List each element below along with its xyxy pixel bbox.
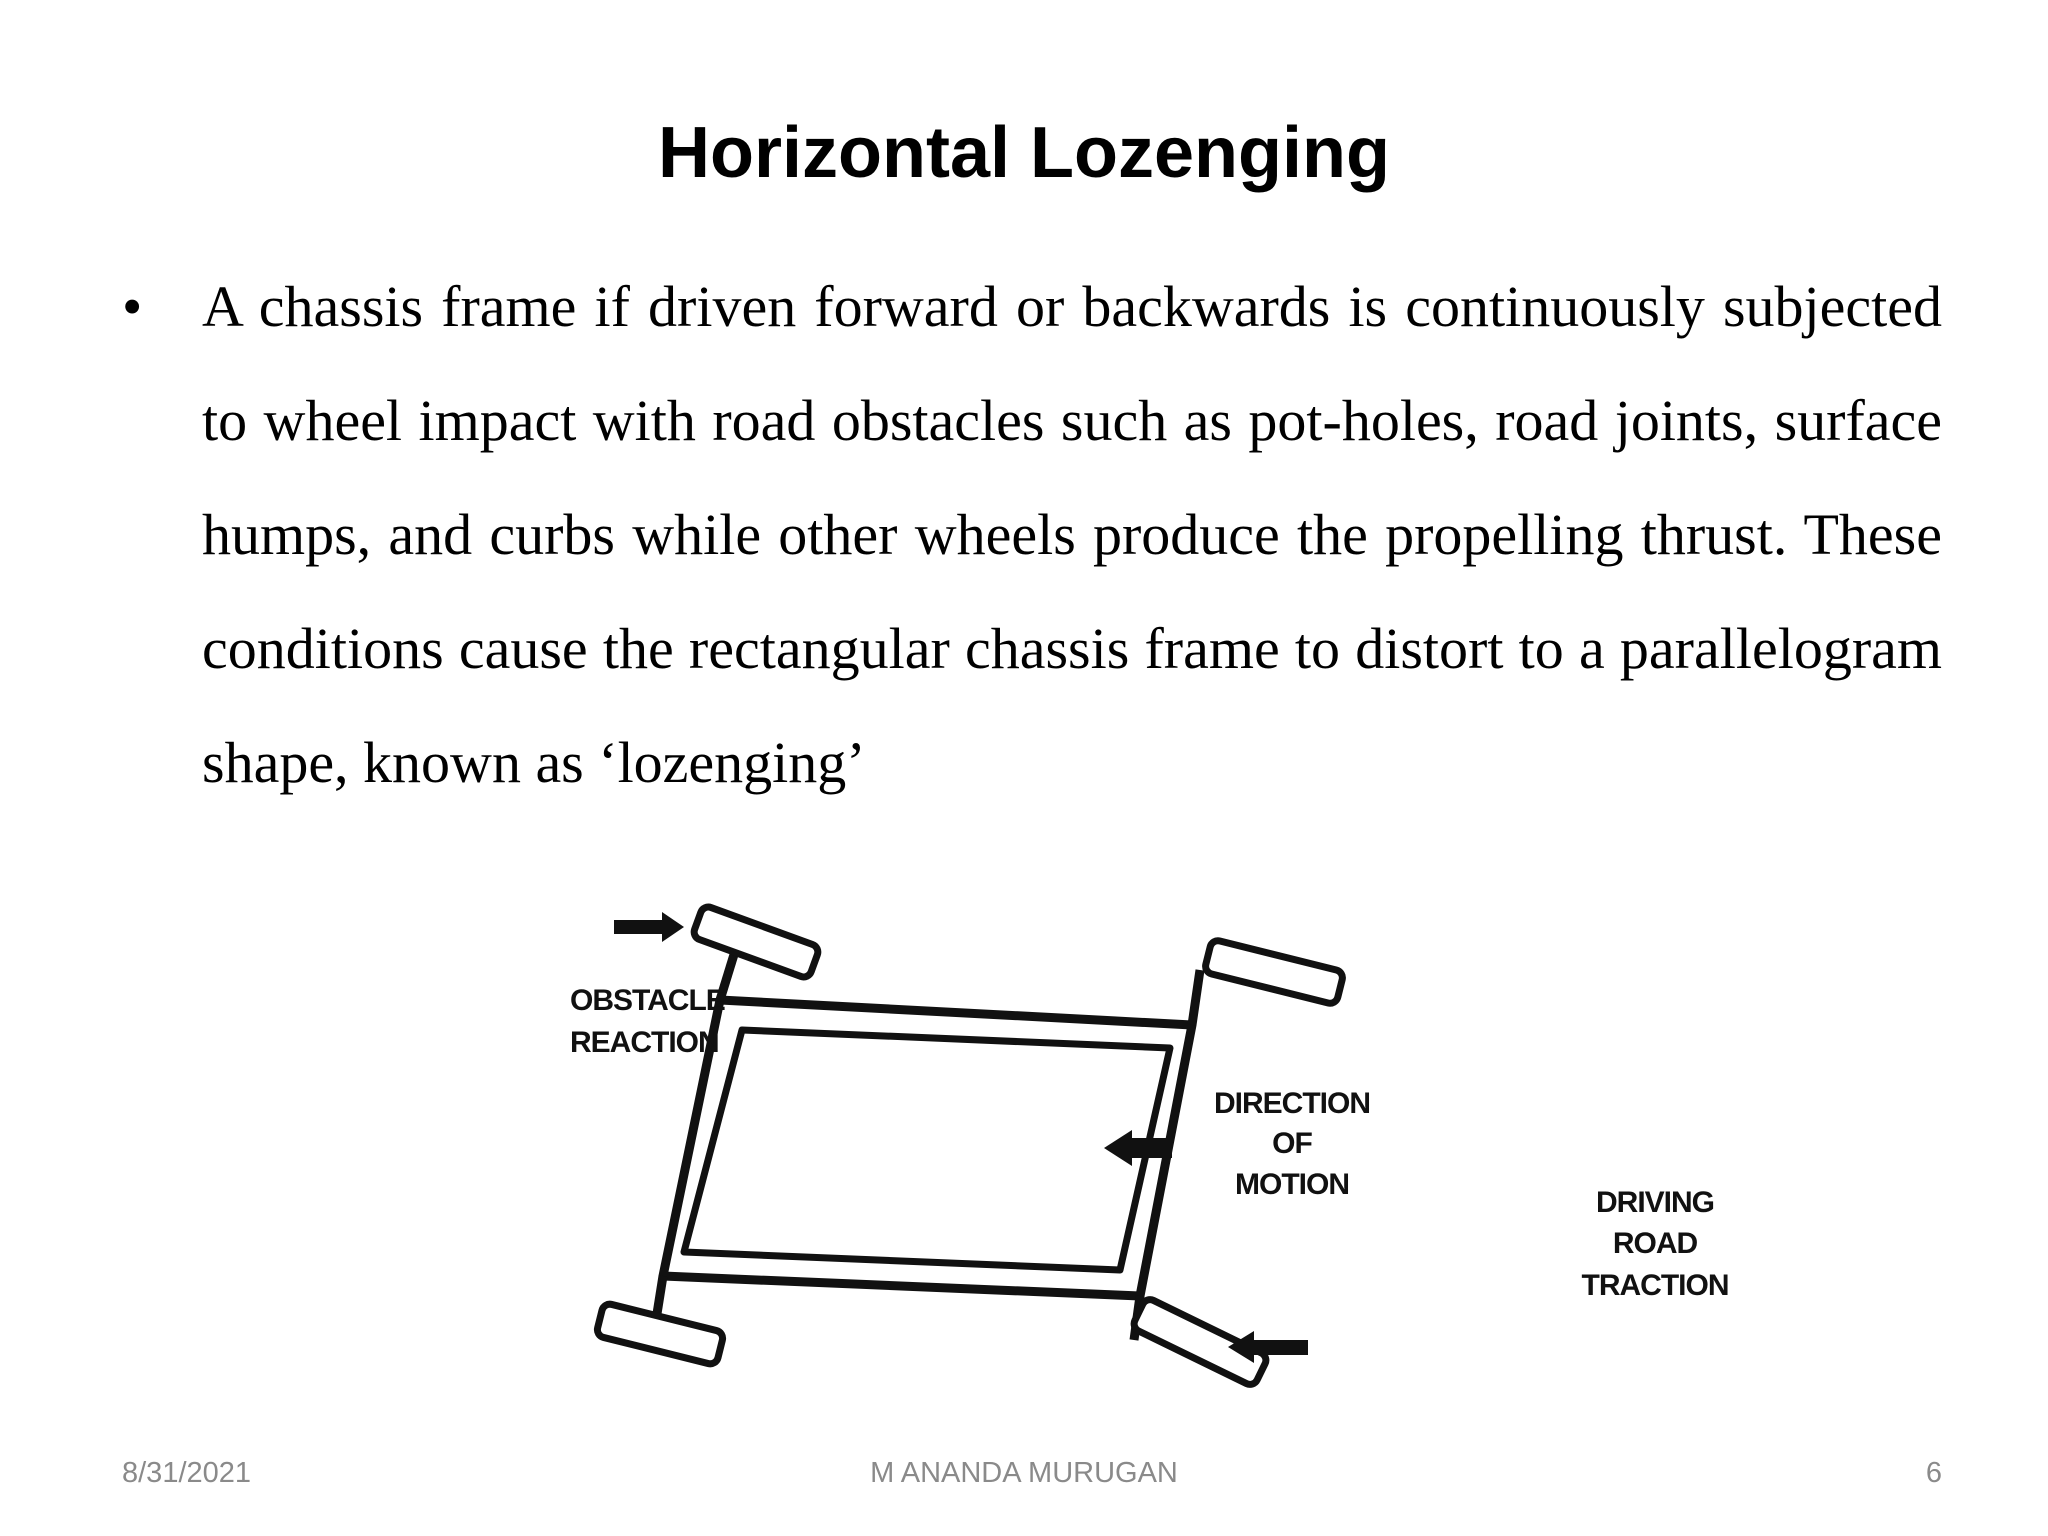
obstacle-arrow-icon bbox=[614, 912, 684, 942]
direction-label-line3: MOTION bbox=[1235, 1168, 1349, 1201]
footer-page-number: 6 bbox=[1925, 1457, 1942, 1489]
chassis-frame-inner bbox=[684, 1030, 1170, 1270]
wheel-rear-left bbox=[1204, 939, 1344, 1005]
traction-label-line3: TRACTION bbox=[1581, 1269, 1729, 1302]
lozenging-diagram bbox=[570, 900, 1760, 1400]
wheel-front-left bbox=[692, 905, 820, 979]
footer-author: M ANANDA MURUGAN bbox=[870, 1457, 1178, 1489]
direction-label-line2: OF bbox=[1272, 1127, 1312, 1160]
bullet-text: A chassis frame if driven forward or backwards is continuously subjected to wheel impact with road obstacles such as pot-holes, road joints, surface humps, and curbs while other wheels produce the propelling thrust. These conditions cause the rectangular chassis frame to distort to a parallelogram shape, known as ‘lozenging’ bbox=[202, 274, 1942, 795]
obstacle-label-line1: OBSTACLE bbox=[570, 984, 725, 1017]
obstacle-label-line2: REACTION bbox=[570, 1026, 719, 1059]
footer-date: 8/31/2021 bbox=[122, 1457, 252, 1489]
rear-left-axle bbox=[1192, 970, 1200, 1025]
slide-title: Horizontal Lozenging bbox=[658, 113, 1390, 193]
bullet-marker-icon: • bbox=[122, 274, 143, 339]
direction-label-line1: DIRECTION bbox=[1214, 1087, 1370, 1120]
traction-label-line2: ROAD bbox=[1612, 1227, 1698, 1260]
traction-label-line1: DRIVING bbox=[1595, 1186, 1715, 1219]
